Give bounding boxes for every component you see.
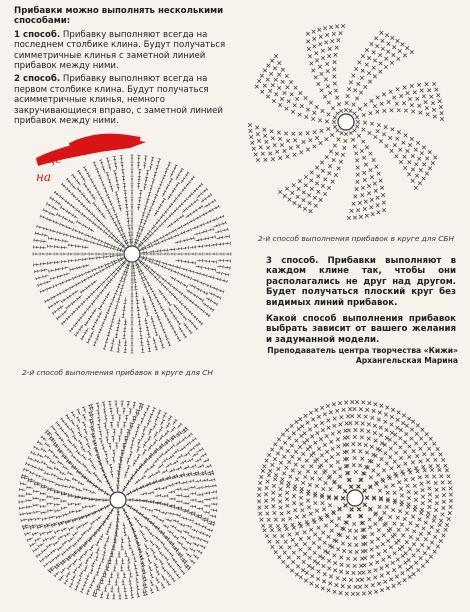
method-1-text: Прибавку выполняют всегда на последнем столбике клина. Будут получаться симметричные клинья с заметной линией прибавок между ними. — [14, 29, 226, 72]
stitch-wedge — [94, 508, 146, 599]
method-3-text-block — [266, 256, 456, 351]
stitch-wedge — [33, 225, 123, 256]
stitch-wedge — [355, 120, 437, 189]
method-3-label: 3 способ. — [266, 256, 319, 266]
stitch-wedge — [40, 191, 125, 251]
crochet-diagram-sbn-method2 — [236, 10, 456, 232]
crochet-diagram-bottom-left — [8, 396, 228, 608]
stitch-wedge — [103, 263, 134, 353]
stitch-wedge — [257, 469, 347, 528]
stitch-wedge — [139, 257, 224, 317]
stitch-wedge — [69, 261, 129, 346]
author-credit — [262, 346, 458, 365]
center-ring — [124, 246, 140, 262]
stitch-wedge — [23, 505, 114, 572]
stitch-wedge — [132, 262, 171, 352]
intro-text-block — [14, 6, 234, 129]
stitch-wedge — [19, 476, 110, 528]
stitch-wedge — [141, 253, 231, 284]
stitch-wedge — [255, 54, 337, 123]
stitch-wedge — [131, 155, 162, 245]
stitch-wedge — [46, 405, 113, 496]
center-ring — [110, 492, 126, 508]
stitch-wedge — [344, 31, 413, 113]
stitch-wedge — [357, 420, 447, 492]
conclusion-paragraph: Какой способ выполнения прибавок выбрать зависит от вашего желания и задуманной модели. — [266, 314, 456, 345]
stitch-wedge — [278, 131, 347, 213]
method-3-paragraph — [266, 256, 456, 308]
stitch-wedge — [263, 504, 353, 576]
method-1-label: 1 способ. — [14, 29, 61, 40]
stitch-wedge — [140, 215, 230, 254]
method-3-text: Прибавки выполняют в каждом клине так, чтобы они располагались не друг над другом. Будет получаться плоский круг без видимых линий прибавок. — [266, 256, 457, 308]
stitch-wedge — [363, 468, 453, 527]
caption-top-right: 2-й способ выполнения прибавок в круге для СБН — [258, 234, 455, 243]
stitch-wedge — [123, 505, 190, 596]
stitch-wedge — [126, 472, 217, 524]
handwritten-note: еще на — [36, 152, 63, 184]
center-ring — [338, 114, 354, 130]
method-1-paragraph — [14, 30, 234, 72]
method-2-paragraph — [14, 74, 234, 126]
credit-line-2: Архангельская Марина — [355, 355, 458, 365]
method-2-text: Прибавку выполняют всегда на первом столбике клина. Будут получаться асимметричные клинья, немного закручивающиеся вправо, с заметной линией прибавок между ними. — [14, 74, 223, 127]
stitch-wedge — [123, 428, 214, 495]
center-ring — [347, 490, 363, 506]
caption-mid-left: 2-й способ выполнения прибавок в круге для СН — [22, 368, 213, 377]
crochet-diagram-bottom-right — [244, 390, 466, 608]
intro-heading: Прибавки можно выполнять несколькими способами: — [14, 6, 224, 27]
stitch-wedge — [33, 254, 123, 293]
crochet-diagram-sn-method2 — [22, 144, 242, 366]
method-2-label: 2 способ. — [14, 74, 61, 85]
credit-line-1: Преподаватель центра творчества «Кижи» — [267, 346, 458, 355]
stitch-wedge — [135, 162, 195, 247]
stitch-wedge — [90, 401, 142, 492]
stitch-wedge — [93, 155, 132, 245]
